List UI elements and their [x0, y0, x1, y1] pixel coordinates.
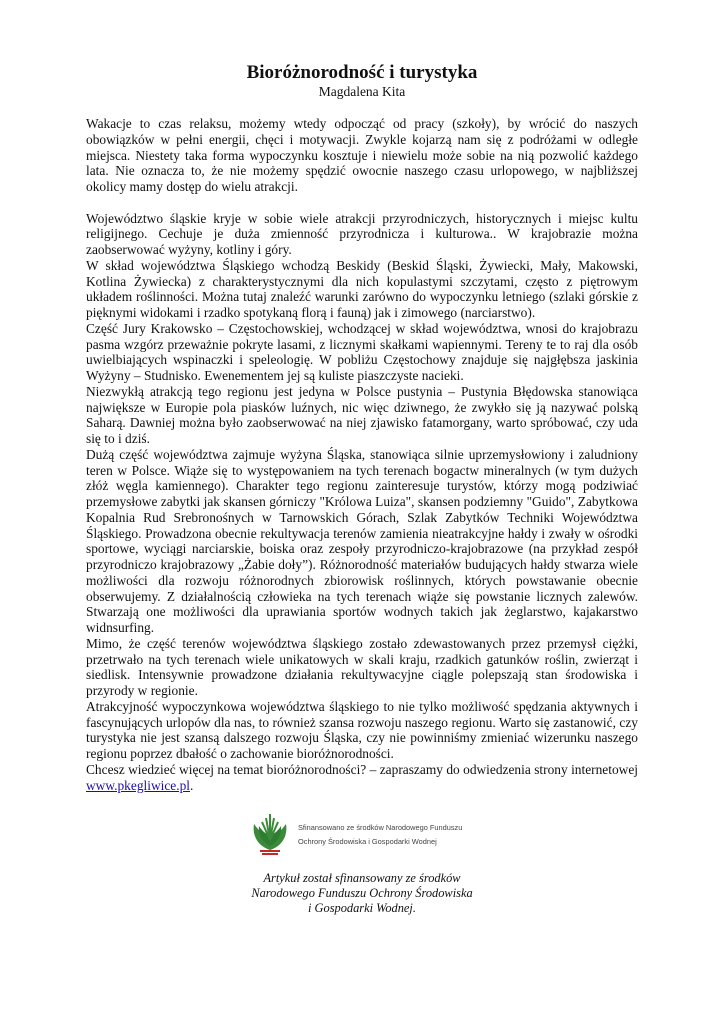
- website-link[interactable]: www.pkegliwice.pl: [86, 777, 190, 793]
- fund-line-2: Ochrony Środowiska i Gospodarki Wodnej: [298, 837, 437, 846]
- fund-line-1: Sfinansowano ze środków Narodowego Funduszu: [298, 823, 463, 832]
- author-name: Magdalena Kita: [318, 84, 406, 99]
- invitation-text: Chcesz wiedzieć więcej na temat bioróżnorodności? – zapraszamy do odwiedzenia strony internetowej: [86, 761, 638, 777]
- article-body: [86, 116, 638, 793]
- paragraph-invitation: [86, 762, 638, 794]
- credit-line-3: i Gospodarki Wodnej.: [308, 901, 416, 915]
- paragraph-intro: Wakacje to czas relaksu, możemy wtedy odpocząć od pracy (szkoły), by wrócić do naszych obowiązków w pełni energii, chęci i motywacji. Zwykle kojarzą nam się z podróżami w odległe miejsca. Niestety taka forma wypoczynku kosztuje i niewielu może sobie na nią pozwolić każdego lata. Nie oznacza to, że nie możemy spędzić owocnie naszego czasu urlopowego, w najbliższej okolicy mamy dostęp do wielu atrakcji.: [86, 116, 638, 194]
- paragraph-silesia: Województwo śląskie kryje w sobie wiele atrakcji przyrodniczych, historycznych i miejsc kultu religijnego. Cechuje je duża zmienność przyrodnicza i kulturowa.. W krajobrazie można zaobserwować wyżyny, kotliny i góry.: [86, 210, 638, 257]
- fund-logo-text: [298, 821, 528, 849]
- funding-credit: [0, 871, 724, 916]
- nfosigw-logo-icon: [248, 810, 292, 856]
- paragraph-desert: Niezwykłą atrakcją tego regionu jest jedyna w Polsce pustynia – Pustynia Błędowska stanowiąca największe w Europie pola piasków luźnych, nic więc dziwnego, że zwykło się ją nazywać polską Saharą. Dawniej można było zaobserwować na niej zjawisko fatamorgany, warto spróbować, czy uda się to i dziś.: [86, 383, 638, 446]
- paragraph-attractiveness: Atrakcyjność wypoczynkowa województwa śląskiego to nie tylko możliwość spędzania aktywnych i fascynujących urlopów dla nas, to również szansa rozwoju naszego regionu. Warto się zastanowić, czy turystyka nie jest szansą dalszego rozwoju Śląska, czy nie powinniśmy zmieniać wizerunku naszego regionu poprzez dbałość o zachowanie bioróżnorodności.: [86, 698, 638, 761]
- invitation-end: .: [190, 777, 194, 793]
- credit-line-1: Artykuł został sfinansowany ze środków: [263, 871, 461, 885]
- paragraph-jura: Część Jury Krakowsko – Częstochowskiej, wchodzącej w skład województwa, wnosi do krajobrazu pasma wzgórz przeważnie pokryte lasami, z licznymi skałkami wapiennymi. Tereny te to raj dla osób uwielbiających wspinaczki i speleologię. W pobliżu Częstochowy znajduje się najgłębsza jaskinia Wyżyny – Studnisko. Ewenementem jej są kuliste piaszczyste nacieki.: [86, 320, 638, 383]
- paragraph-upland: Dużą część województwa zajmuje wyżyna Śląska, stanowiąca silnie uprzemysłowiony i zaludniony teren w Polsce. Wiąże się to występowaniem na tych terenach bogactw mineralnych (w tym dużych złóż węgla kamiennego). Charakter tego regionu zainteresuje turystów, którzy mogą podziwiać przemysłowe zabytki jak skansen górniczy "Królowa Luiza", skansen podziemny "Guido", Zabytkowa Kopalnia Rud Srebronośnych w Tarnowskich Górach, Szlak Zabytków Techniki Województwa Śląskiego. Prowadzona obecnie rekultywacja terenów zamienia nieatrakcyjne hałdy i zwały w ośrodki sportowe, wyciągi narciarskie, boiska oraz zespoły przyrodniczo-krajobrazowe (na przykład zespół przyrodniczo krajobrazowy „Żabie doły”). Różnorodność materiałów budujących hałdy stwarza wiele możliwości dla rozwoju różnorodnych zbiorowisk roślinnych, których powstawanie obecnie obserwujemy. Z działalnością człowieka na tych terenach wiąże się powstanie licznych zalewów. Stwarzają one możliwości dla uprawiania sportów wodnych takich jak żeglarstwo, kajakarstwo widnsurfing.: [86, 446, 638, 635]
- paragraph-species: Mimo, że część terenów województwa śląskiego zostało zdewastowanych przez przemysł ciężki, przetrwało na tych terenach wiele unikatowych w skali kraju, rzadkich gatunków roślin, zwierząt i siedlisk. Intensywnie prowadzone działania rekultywacyjne ciągle polepszają stan środowiska i przyrody w regionie.: [86, 635, 638, 698]
- credit-line-2: Narodowego Funduszu Ochrony Środowiska: [251, 886, 473, 900]
- page-title: Bioróżnorodność i turystyka: [246, 62, 478, 83]
- paragraph-beskidy: W skład województwa Śląskiego wchodzą Beskidy (Beskid Śląski, Żywiecki, Mały, Makowski, Kotlina Żywiecka) z charakterystycznymi dla nich kopulastymi szczytami, często z piętrowym układem roślinności. Można tutaj znaleźć warunki zarówno do wypoczynku letniego (szlaki górskie z pięknymi widokami i rzadko spotykaną florą i fauną) jak i zimowego (narciarstwo).: [86, 257, 638, 320]
